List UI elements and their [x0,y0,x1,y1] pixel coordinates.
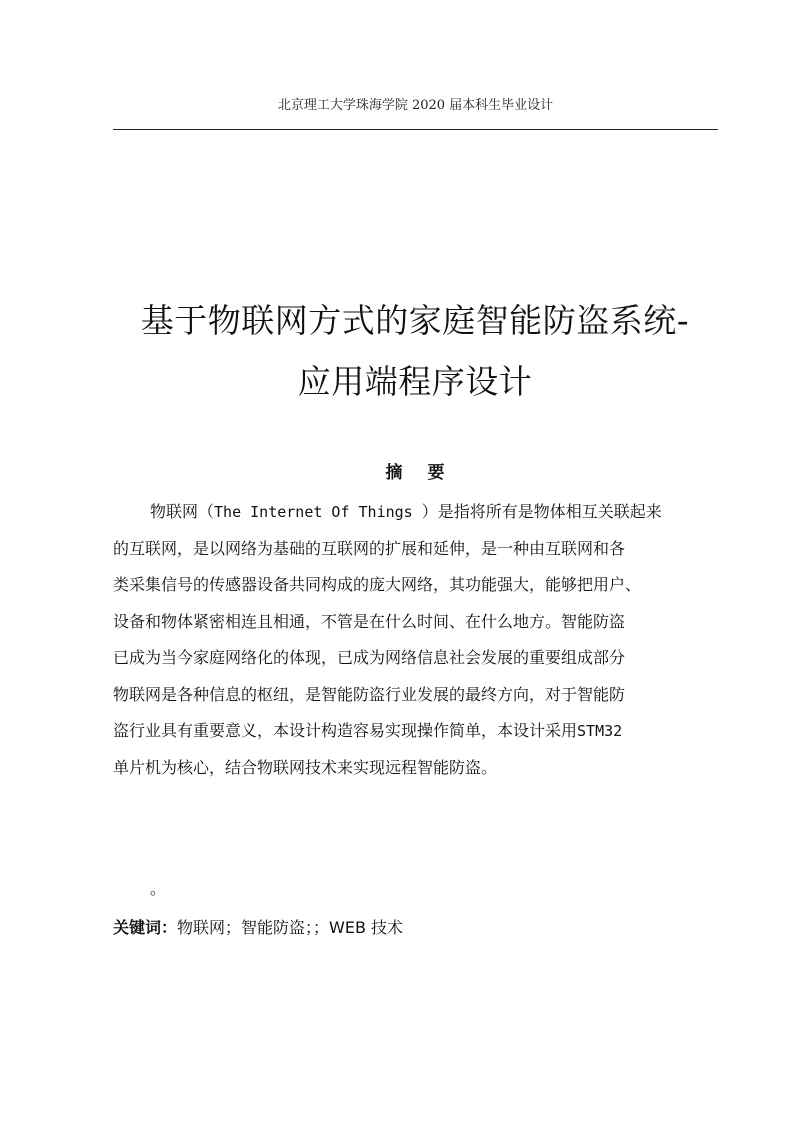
abstract-line-7 [113,713,718,750]
abstract-line-6: 物联网是各种信息的枢纽，是智能防盗行业发展的最终方向，对于智能防 [113,684,626,704]
abstract-body [113,494,718,786]
title-line-1: 基于物联网方式的家庭智能防盗系统- [140,301,690,340]
abstract-line-7-prefix: 盗行业具有重要意义，本设计构造容易实现操作简单，本设计采用 [113,721,578,740]
title-line-2: 应用端程序设计 [297,362,533,401]
keywords-label: 关键词： [113,918,178,937]
header-rule [113,129,718,130]
keywords-line [113,915,718,938]
keywords-value: 物联网；智能防盗；；WEB 技术 [177,918,404,937]
abstract-line-5: 已成为当今家庭网络化的体现，已成为网络信息社会发展的重要组成部分 [113,648,626,667]
abstract-line-8: 单片机为核心，结合物联网技术来实现远程智能防盗。 [113,757,498,777]
abstract-line-1-english: The Internet Of Things [214,503,422,521]
abstract-line-2: 的互联网，是以网络为基础的互联网的扩展和延伸，是一种由互联网和各 [113,538,626,558]
abstract-line-4: 设备和物体紧密相连且相通，不管是在什么时间、在什么地方。智能防盗 [113,611,626,631]
thesis-title [100,290,730,412]
abstract-heading-char-2: 要 [427,463,446,483]
abstract-line-1 [113,494,718,531]
abstract-line-1-suffix: ）是指将所有是物体相互关联起来 [421,502,662,521]
abstract-line-3: 类采集信号的传感器设备共同构成的庞大网络，其功能强大，能够把用户、 [113,575,642,594]
abstract-line-1-prefix: 物联网（ [150,502,215,521]
abstract-heading [113,458,718,483]
abstract-line-7-code: STM32 [577,722,623,740]
stray-period: 。 [150,879,167,898]
abstract-heading-char-1: 摘 [385,463,404,483]
running-header: 北京理工大学珠海学院 2020 届本科生毕业设计 [277,98,554,113]
